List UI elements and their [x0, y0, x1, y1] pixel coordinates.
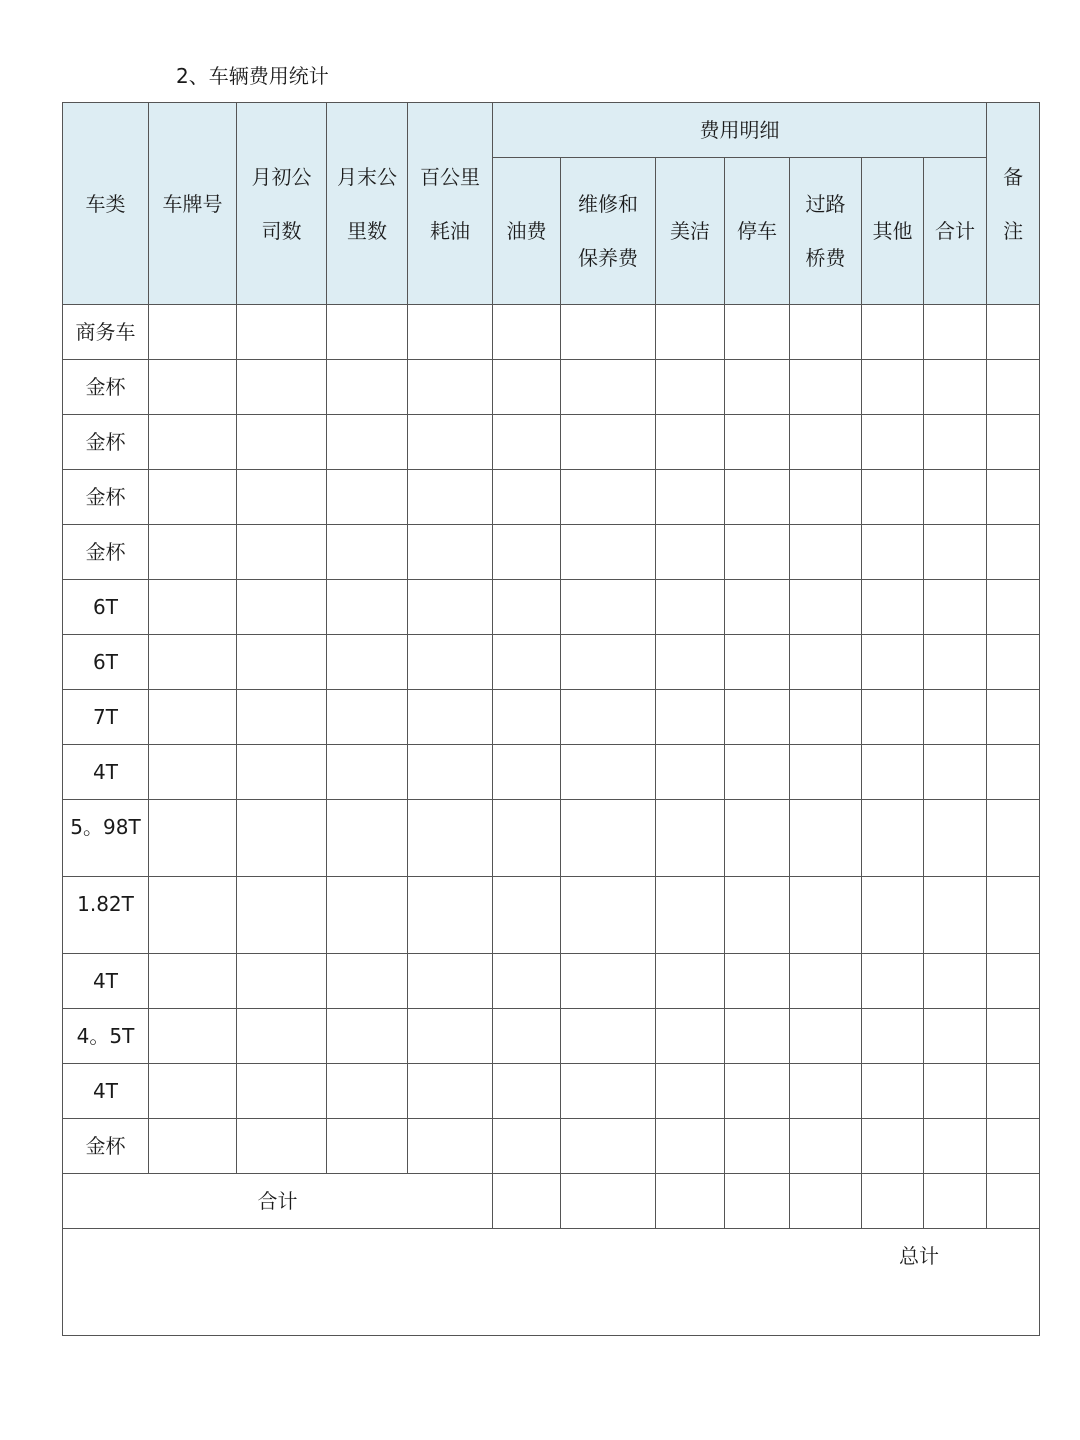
- vehicle-type-cell: 商务车: [63, 305, 149, 360]
- table-cell[interactable]: [924, 745, 987, 800]
- table-cell[interactable]: [862, 1009, 924, 1064]
- table-cell[interactable]: [327, 305, 408, 360]
- table-cell[interactable]: [408, 1009, 493, 1064]
- table-cell[interactable]: [790, 580, 862, 635]
- table-cell[interactable]: [725, 580, 790, 635]
- table-cell[interactable]: [561, 1119, 656, 1174]
- table-cell[interactable]: [862, 877, 924, 954]
- table-cell[interactable]: [725, 745, 790, 800]
- table-cell[interactable]: [656, 877, 725, 954]
- table-cell[interactable]: [987, 635, 1040, 690]
- table-cell[interactable]: [561, 580, 656, 635]
- table-cell[interactable]: [408, 360, 493, 415]
- header-remarks: [987, 103, 1040, 305]
- table-cell[interactable]: [493, 360, 561, 415]
- table-cell[interactable]: [656, 1064, 725, 1119]
- table-cell[interactable]: [327, 690, 408, 745]
- table-cell[interactable]: [493, 954, 561, 1009]
- header-plate-number: [149, 103, 237, 305]
- table-cell[interactable]: [725, 1009, 790, 1064]
- table-cell[interactable]: [924, 360, 987, 415]
- table-cell[interactable]: [149, 800, 237, 877]
- table-cell[interactable]: [408, 745, 493, 800]
- table-cell[interactable]: [987, 1064, 1040, 1119]
- table-cell[interactable]: [656, 470, 725, 525]
- total-row: [63, 1229, 1040, 1336]
- table-cell[interactable]: [237, 877, 327, 954]
- table-cell[interactable]: [561, 525, 656, 580]
- table-cell[interactable]: [561, 415, 656, 470]
- table-cell[interactable]: [149, 1009, 237, 1064]
- table-row: [63, 800, 1040, 877]
- table-cell[interactable]: [725, 800, 790, 877]
- table-cell[interactable]: [149, 470, 237, 525]
- vehicle-type-cell: 4。5T: [63, 1009, 149, 1064]
- sum-row: [63, 1174, 1040, 1229]
- table-cell[interactable]: [237, 1064, 327, 1119]
- table-cell[interactable]: [149, 360, 237, 415]
- table-cell[interactable]: [149, 580, 237, 635]
- table-cell[interactable]: [408, 1119, 493, 1174]
- table-cell[interactable]: [790, 1009, 862, 1064]
- vehicle-type-cell: 1.82T: [63, 877, 149, 954]
- table-cell[interactable]: [561, 1009, 656, 1064]
- table-cell[interactable]: [725, 877, 790, 954]
- table-cell[interactable]: [408, 635, 493, 690]
- header-tolls: 过路 桥费: [790, 158, 862, 305]
- table-cell[interactable]: [493, 415, 561, 470]
- table-cell[interactable]: [656, 954, 725, 1009]
- table-cell[interactable]: [237, 470, 327, 525]
- table-row: [63, 954, 1040, 1009]
- table-cell[interactable]: [149, 954, 237, 1009]
- table-cell[interactable]: [656, 415, 725, 470]
- table-cell[interactable]: [987, 1119, 1040, 1174]
- table-cell[interactable]: [237, 525, 327, 580]
- table-cell[interactable]: [493, 877, 561, 954]
- table-cell[interactable]: [725, 1064, 790, 1119]
- table-cell[interactable]: [924, 635, 987, 690]
- table-cell[interactable]: [790, 415, 862, 470]
- table-cell[interactable]: [862, 1064, 924, 1119]
- table-cell[interactable]: [656, 360, 725, 415]
- table-cell[interactable]: [493, 305, 561, 360]
- table-cell[interactable]: [561, 470, 656, 525]
- header-remarks-text: 备 注: [1003, 164, 1024, 243]
- table-cell[interactable]: [987, 360, 1040, 415]
- total-label: 总计: [899, 1244, 939, 1268]
- table-cell[interactable]: [408, 470, 493, 525]
- table-cell[interactable]: [725, 635, 790, 690]
- table-cell[interactable]: [790, 635, 862, 690]
- table-cell[interactable]: [924, 1119, 987, 1174]
- table-cell[interactable]: [237, 360, 327, 415]
- table-cell[interactable]: [327, 745, 408, 800]
- table-cell[interactable]: [790, 525, 862, 580]
- table-cell[interactable]: [725, 690, 790, 745]
- table-cell[interactable]: [987, 415, 1040, 470]
- sum-row-label: 合计: [63, 1174, 493, 1229]
- table-cell[interactable]: [408, 415, 493, 470]
- table-cell[interactable]: [561, 877, 656, 954]
- table-cell[interactable]: [987, 745, 1040, 800]
- table-cell[interactable]: [327, 877, 408, 954]
- table-cell[interactable]: [656, 1174, 725, 1229]
- table-cell[interactable]: [656, 745, 725, 800]
- table-cell[interactable]: [237, 1009, 327, 1064]
- table-cell[interactable]: [725, 1174, 790, 1229]
- table-cell[interactable]: [237, 415, 327, 470]
- table-row: [63, 1009, 1040, 1064]
- header-fuel-per-100km-text: 百公里 耗油: [420, 164, 480, 243]
- table-cell[interactable]: [862, 525, 924, 580]
- table-cell[interactable]: [862, 415, 924, 470]
- section-title: 2、车辆费用统计: [176, 64, 329, 88]
- table-cell[interactable]: [408, 954, 493, 1009]
- table-cell[interactable]: [924, 1009, 987, 1064]
- table-cell[interactable]: [924, 525, 987, 580]
- table-cell[interactable]: [725, 525, 790, 580]
- table-cell[interactable]: [327, 470, 408, 525]
- vehicle-type-cell: 金杯: [63, 415, 149, 470]
- table-cell[interactable]: [790, 745, 862, 800]
- table-cell[interactable]: [790, 1064, 862, 1119]
- table-cell[interactable]: [493, 580, 561, 635]
- table-cell[interactable]: [327, 1119, 408, 1174]
- table-cell[interactable]: [237, 1119, 327, 1174]
- table-cell[interactable]: [149, 635, 237, 690]
- table-row: [63, 580, 1040, 635]
- table-cell[interactable]: [987, 525, 1040, 580]
- table-cell[interactable]: [237, 800, 327, 877]
- table-cell[interactable]: [561, 635, 656, 690]
- header-parking: 停车: [725, 158, 790, 305]
- table-cell[interactable]: [862, 360, 924, 415]
- vehicle-type-cell: 6T: [63, 580, 149, 635]
- vehicle-expense-table: [62, 102, 1040, 1336]
- table-cell[interactable]: [987, 1009, 1040, 1064]
- table-cell[interactable]: [561, 1064, 656, 1119]
- table-cell[interactable]: [237, 954, 327, 1009]
- table-cell[interactable]: [790, 1119, 862, 1174]
- table-cell[interactable]: [493, 1064, 561, 1119]
- table-cell[interactable]: [327, 1064, 408, 1119]
- table-cell[interactable]: [656, 635, 725, 690]
- table-cell[interactable]: [237, 305, 327, 360]
- table-row: [63, 305, 1040, 360]
- table-cell[interactable]: [725, 954, 790, 1009]
- table-cell[interactable]: [561, 745, 656, 800]
- table-cell[interactable]: [656, 580, 725, 635]
- table-cell[interactable]: [987, 1174, 1040, 1229]
- vehicle-type-cell: 4T: [63, 1064, 149, 1119]
- header-end-mileage: [327, 103, 408, 305]
- table-cell[interactable]: [408, 800, 493, 877]
- table-cell[interactable]: [237, 580, 327, 635]
- table-cell[interactable]: [408, 1064, 493, 1119]
- table-cell[interactable]: [725, 1119, 790, 1174]
- table-cell[interactable]: [924, 877, 987, 954]
- header-repair-maintenance: 维修和 保养费: [561, 158, 656, 305]
- table-cell[interactable]: [790, 690, 862, 745]
- table-cell[interactable]: [493, 635, 561, 690]
- vehicle-type-cell: 金杯: [63, 525, 149, 580]
- table-row: [63, 877, 1040, 954]
- table-row: [63, 745, 1040, 800]
- table-cell[interactable]: [327, 635, 408, 690]
- table-row: [63, 360, 1040, 415]
- table-row: [63, 525, 1040, 580]
- header-vehicle-type: 车类: [63, 103, 149, 305]
- table-cell[interactable]: [862, 1174, 924, 1229]
- vehicle-type-cell: 4T: [63, 745, 149, 800]
- vehicle-type-cell: 金杯: [63, 360, 149, 415]
- table-cell[interactable]: [327, 525, 408, 580]
- table-cell[interactable]: [924, 800, 987, 877]
- table-cell[interactable]: [149, 1119, 237, 1174]
- table-cell[interactable]: [493, 800, 561, 877]
- table-cell[interactable]: [408, 525, 493, 580]
- table-cell[interactable]: [862, 470, 924, 525]
- table-cell[interactable]: [149, 305, 237, 360]
- table-cell[interactable]: [862, 1119, 924, 1174]
- table-cell[interactable]: [924, 954, 987, 1009]
- table-cell[interactable]: [987, 470, 1040, 525]
- table-cell[interactable]: [149, 877, 237, 954]
- table-cell[interactable]: [862, 580, 924, 635]
- table-cell[interactable]: [862, 745, 924, 800]
- table-cell[interactable]: [561, 305, 656, 360]
- table-cell[interactable]: [862, 635, 924, 690]
- table-cell[interactable]: [561, 690, 656, 745]
- table-cell[interactable]: [327, 1009, 408, 1064]
- table-cell[interactable]: [561, 1174, 656, 1229]
- table-cell[interactable]: [987, 800, 1040, 877]
- table-cell[interactable]: [149, 1064, 237, 1119]
- table-cell[interactable]: [656, 525, 725, 580]
- vehicle-type-cell: 7T: [63, 690, 149, 745]
- table-cell[interactable]: [493, 1119, 561, 1174]
- table-cell[interactable]: [924, 305, 987, 360]
- table-cell[interactable]: [862, 954, 924, 1009]
- table-cell[interactable]: [790, 360, 862, 415]
- table-cell[interactable]: [561, 360, 656, 415]
- table-cell[interactable]: [561, 954, 656, 1009]
- table-cell[interactable]: [725, 360, 790, 415]
- table-cell[interactable]: [493, 470, 561, 525]
- vehicle-type-cell: 金杯: [63, 470, 149, 525]
- table-cell[interactable]: [790, 305, 862, 360]
- table-cell[interactable]: [149, 415, 237, 470]
- header-fuel-cost: 油费: [493, 158, 561, 305]
- table-row: [63, 1064, 1040, 1119]
- table-cell[interactable]: [493, 525, 561, 580]
- table-cell[interactable]: [790, 470, 862, 525]
- vehicle-type-cell: 6T: [63, 635, 149, 690]
- table-cell[interactable]: [327, 580, 408, 635]
- table-cell[interactable]: [862, 800, 924, 877]
- table-cell[interactable]: [149, 690, 237, 745]
- table-row: [63, 415, 1040, 470]
- table-cell[interactable]: [237, 635, 327, 690]
- table-body: [63, 305, 1040, 1336]
- table-cell[interactable]: [493, 690, 561, 745]
- total-cell[interactable]: [63, 1229, 1040, 1336]
- table-row: [63, 635, 1040, 690]
- table-cell[interactable]: [987, 877, 1040, 954]
- header-start-mileage: [237, 103, 327, 305]
- header-expense-detail: 费用明细: [493, 103, 987, 158]
- table-cell[interactable]: [987, 954, 1040, 1009]
- table-cell[interactable]: [408, 580, 493, 635]
- table-row: [63, 470, 1040, 525]
- table-cell[interactable]: [725, 415, 790, 470]
- table-cell[interactable]: [924, 415, 987, 470]
- table-cell[interactable]: [493, 1174, 561, 1229]
- header-subtotal: 合计: [924, 158, 987, 305]
- table-cell[interactable]: [924, 580, 987, 635]
- header-end-mileage-text: 月末公 里数: [337, 164, 397, 243]
- table-cell[interactable]: [327, 415, 408, 470]
- table-cell[interactable]: [924, 470, 987, 525]
- table-cell[interactable]: [408, 877, 493, 954]
- table-cell[interactable]: [656, 1009, 725, 1064]
- table-cell[interactable]: [656, 1119, 725, 1174]
- table-row: [63, 690, 1040, 745]
- table-cell[interactable]: [987, 690, 1040, 745]
- table-row: [63, 1119, 1040, 1174]
- table-cell[interactable]: [149, 525, 237, 580]
- header-start-mileage-text: 月初公 司数: [251, 164, 312, 243]
- table-cell[interactable]: [237, 690, 327, 745]
- table-cell[interactable]: [408, 305, 493, 360]
- table-cell[interactable]: [790, 800, 862, 877]
- table-cell[interactable]: [790, 954, 862, 1009]
- vehicle-type-cell: 5。98T: [63, 800, 149, 877]
- table-cell[interactable]: [725, 470, 790, 525]
- table-cell[interactable]: [790, 1174, 862, 1229]
- table-cell[interactable]: [237, 745, 327, 800]
- table-cell[interactable]: [924, 1064, 987, 1119]
- table-cell[interactable]: [327, 954, 408, 1009]
- header-other: 其他: [862, 158, 924, 305]
- header-plate-number-text: 车牌号: [162, 191, 223, 216]
- table-cell[interactable]: [790, 877, 862, 954]
- header-fuel-per-100km: [408, 103, 493, 305]
- table-cell[interactable]: [408, 690, 493, 745]
- table-cell[interactable]: [656, 690, 725, 745]
- table-cell[interactable]: [561, 800, 656, 877]
- table-cell[interactable]: [149, 745, 237, 800]
- table-cell[interactable]: [493, 745, 561, 800]
- table-cell[interactable]: [987, 580, 1040, 635]
- table-cell[interactable]: [862, 305, 924, 360]
- table-cell[interactable]: [924, 1174, 987, 1229]
- vehicle-type-cell: 4T: [63, 954, 149, 1009]
- table-cell[interactable]: [987, 305, 1040, 360]
- table-cell[interactable]: [725, 305, 790, 360]
- table-cell[interactable]: [327, 360, 408, 415]
- table-cell[interactable]: [327, 800, 408, 877]
- table-cell[interactable]: [924, 690, 987, 745]
- header-cleaning: 美洁: [656, 158, 725, 305]
- table-cell[interactable]: [493, 1009, 561, 1064]
- table-cell[interactable]: [656, 305, 725, 360]
- table-cell[interactable]: [656, 800, 725, 877]
- table-cell[interactable]: [862, 690, 924, 745]
- vehicle-type-cell: 金杯: [63, 1119, 149, 1174]
- header-row-top: [63, 103, 1040, 158]
